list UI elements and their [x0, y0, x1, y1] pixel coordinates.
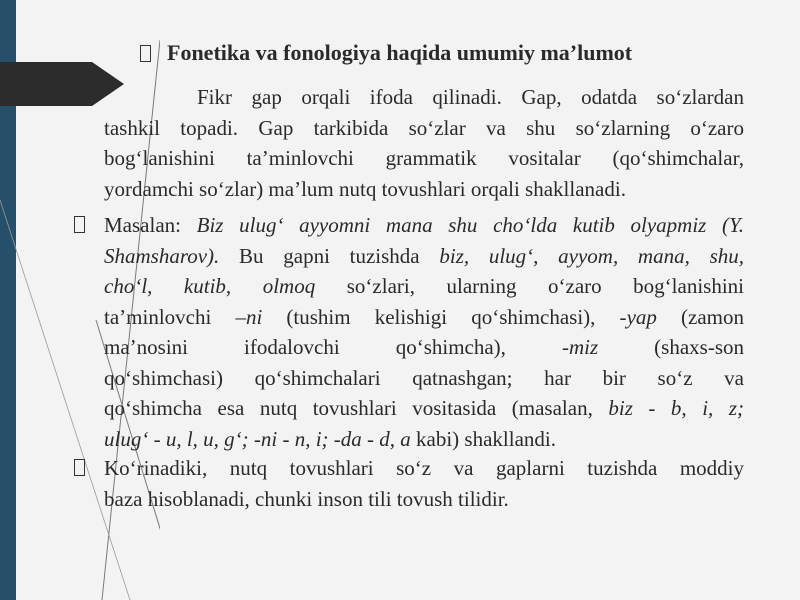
bullet-box-icon [140, 45, 151, 62]
paragraph-2 [104, 210, 744, 454]
para2-line-3: cho‘l, kutib, olmoq so‘zlari, ularning o‘zaro bog‘lanishini [104, 274, 745, 298]
bullet-box-icon [74, 459, 85, 476]
para3-line-1: Ko‘rinadiki, nutq tovushlari so‘z va gaplarni tuzishda moddiy [104, 456, 744, 480]
para2-line-1: Masalan: Biz ulug‘ ayyomni mana shu cho‘lda kutib olyapmiz (Y. [104, 213, 744, 237]
paragraph-1 [104, 82, 744, 204]
para1-line-3: bog‘lanishini ta’minlovchi grammatik vositalar (qo‘shimchalar, [104, 146, 744, 170]
para1-line-2: tashkil topadi. Gap tarkibida so‘zlar va shu so‘zlarning o‘zaro [104, 115, 744, 140]
para2-line-4: ta’minlovchi –ni (tushim kelishigi qo‘shimchasi), -yap (zamon [104, 304, 744, 329]
para2-line-2: Shamsharov). Bu gapni tuzishda biz, ulug‘, ayyom, mana, shu, [104, 243, 744, 268]
para2-line-8: ulug‘ - u, l, u, g‘; -ni - n, i; -da - d, a kabi) shakllandi. [104, 426, 556, 451]
para1-line-4: yordamchi so‘zlar) ma’lum nutq tovushlari orqali shakllanadi. [104, 176, 626, 201]
paragraph-3 [104, 453, 744, 514]
para2-line-6: qo‘shimchasi) qo‘shimchalari qatnashgan; har bir so‘z va [104, 365, 744, 390]
para3-line-2: baza hisoblanadi, chunki inson tili tovush tilidir. [104, 486, 509, 511]
bullet-box-icon [74, 216, 85, 233]
para2-line-5: ma’nosini ifodalovchi qo‘shimcha), -miz (shaxs-son [104, 335, 744, 359]
para2-line-7: qo‘shimcha esa nutq tovushlari vositasida (masalan, biz - b, i, z; [104, 396, 744, 420]
slide-heading [140, 38, 780, 68]
heading-text: Fonetika va fonologiya haqida umumiy ma’lumot [167, 40, 633, 65]
para1-line-1: Fikr gap orqali ifoda qilinadi. Gap, odatda so‘zlardan [197, 85, 744, 109]
